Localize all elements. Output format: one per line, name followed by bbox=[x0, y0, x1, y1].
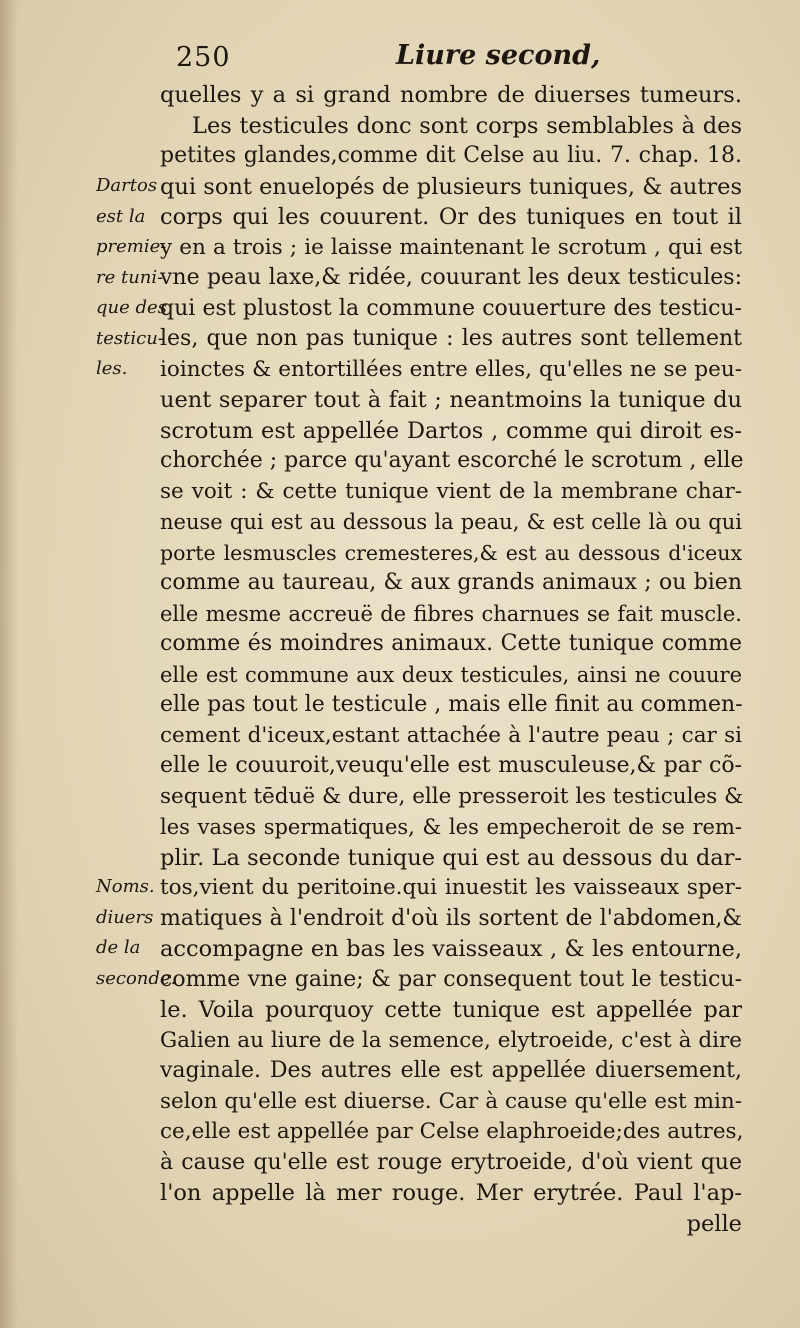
margin-note-line: Dartos bbox=[96, 175, 158, 196]
margin-note-line: Noms. bbox=[96, 876, 155, 897]
text-line: vne peau laxe,& ridée, couurant les deux testicules: bbox=[160, 265, 742, 290]
text-line: comme és moindres animaux. Cette tunique comme bbox=[160, 631, 742, 656]
text-line: vaginale. Des autres elle est appellée diuersement, bbox=[160, 1058, 742, 1083]
margin-note-line: diuers bbox=[96, 906, 154, 928]
text-line: elle pas tout le testicule , mais elle finit au commen- bbox=[160, 692, 743, 717]
text-line: y en a trois ; ie laisse maintenant le scrotum , qui est bbox=[160, 234, 742, 260]
page-edge-shadow bbox=[0, 0, 18, 1328]
text-line: scrotum est appellée Dartos , comme qui diroit es- bbox=[160, 417, 742, 444]
margin-note-line: seconde. bbox=[96, 967, 177, 989]
text-line: quelles y a si grand nombre de diuerses tumeurs. bbox=[160, 82, 742, 108]
margin-note-line: testicu- bbox=[96, 327, 164, 349]
text-line: ce,elle est appellée par Celse elaphroeide;des autres, bbox=[160, 1119, 744, 1144]
text-line: le. Voila pourquoy cette tunique est appellée par bbox=[160, 997, 742, 1023]
text-line: les vases spermatiques, & les empecheroit de se rem- bbox=[160, 815, 742, 839]
text-line: se voit : & cette tunique vient de la membrane char- bbox=[160, 478, 742, 504]
text-line: ioinctes & entortillées entre elles, qu'elles ne se peu- bbox=[160, 356, 742, 382]
text-line: neuse qui est au dessous la peau, & est celle là ou qui bbox=[160, 510, 742, 534]
margin-note-line: premie- bbox=[96, 236, 167, 257]
text-line: à cause qu'elle est rouge erytroeide, d'où vient que bbox=[160, 1149, 742, 1175]
text-line: sequent tēduë & dure, elle presseroit les testicules & bbox=[160, 783, 744, 809]
text-line: Les testicules donc sont corps semblables à des bbox=[192, 112, 742, 139]
margin-note-line: que des bbox=[96, 297, 167, 318]
margin-note-line: re tuni- bbox=[96, 266, 164, 288]
catchword-line: pelle bbox=[686, 1210, 742, 1237]
text-line: porte lesmuscles cremesteres,& est au dessous d'iceux bbox=[160, 540, 742, 565]
text-line: petites glandes,comme dit Celse au liu. 7. chap. 18. bbox=[160, 143, 742, 168]
text-line: qui sont enuelopés de plusieurs tuniques, & autres bbox=[160, 173, 742, 200]
text-line: l'on appelle là mer rouge. Mer erytrée. Paul l'ap- bbox=[160, 1180, 742, 1206]
text-line: uent separer tout à fait ; neantmoins la tunique du bbox=[160, 387, 742, 413]
text-line: comme au taureau, & aux grands animaux ; ou bien bbox=[160, 570, 742, 595]
text-line: Galien au liure de la semence, elytroeide, c'est à dire bbox=[160, 1027, 742, 1053]
text-line: comme vne gaine; & par consequent tout le testicu- bbox=[160, 966, 742, 992]
running-head bbox=[168, 38, 748, 72]
page-number: 250 bbox=[176, 42, 231, 73]
text-line: qui est plustost la commune couuerture des testicu- bbox=[160, 295, 742, 321]
text-line: chorchée ; parce qu'ayant escorché le scrotum , elle bbox=[160, 448, 744, 473]
text-line: tos,vient du peritoine.qui inuestit les vaisseaux sper- bbox=[160, 875, 742, 900]
margin-note-line: de la bbox=[96, 937, 141, 958]
margin-note-line: est la bbox=[96, 205, 146, 227]
running-title: Liure second, bbox=[396, 40, 601, 71]
text-line: matiques à l'endroit d'où ils sortent de l'abdomen,& bbox=[160, 905, 742, 931]
text-line: accompagne en bas les vaisseaux , & les entourne, bbox=[160, 936, 742, 962]
text-line: selon qu'elle est diuerse. Car à cause qu'elle est min- bbox=[160, 1088, 742, 1114]
margin-note-line: les. bbox=[96, 358, 128, 379]
text-line: cement d'iceux,estant attachée à l'autre peau ; car si bbox=[160, 722, 742, 748]
text-line: elle est commune aux deux testicules, ainsi ne couure bbox=[160, 662, 742, 687]
margin-note-dartos bbox=[96, 171, 167, 385]
text-line: elle le couuroit,veuqu'elle est musculeuse,& par cõ- bbox=[160, 753, 742, 778]
text-line: plir. La seconde tunique qui est au dessous du dar- bbox=[160, 844, 742, 871]
text-line: elle mesme accreuë de fibres charnues se fait muscle. bbox=[160, 601, 742, 626]
text-line: corps qui les couurent. Or des tuniques en tout il bbox=[160, 204, 742, 230]
text-line: les, que non pas tunique : les autres sont tellement bbox=[160, 326, 742, 351]
body-text bbox=[160, 80, 742, 1239]
margin-note-noms bbox=[96, 872, 177, 994]
